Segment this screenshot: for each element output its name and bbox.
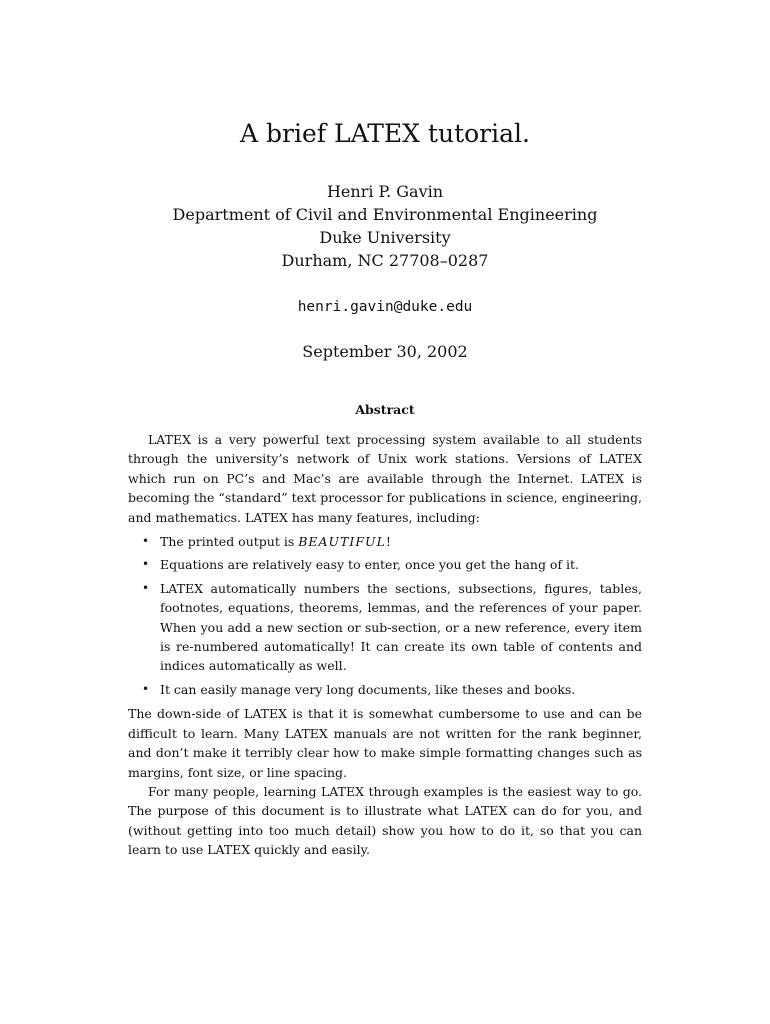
author-email: henri.gavin@duke.edu (297, 299, 473, 315)
author-block (0, 180, 770, 272)
bullet-icon: • (142, 681, 150, 696)
document-date: September 30, 2002 (302, 342, 468, 361)
list-item: • Equations are relatively easy to enter, once you get the hang of it. (128, 555, 642, 574)
abstract-intro: LATEX is a very powerful text processing system available to all students through the university’s network of Unix work stations. Versions of LATEX which run on PC’s and Mac’s are available through the Internet. LATEX is becoming the “standard” text processor for publications in science, engineering, and mathematics. LATEX has many features, including: (128, 432, 642, 525)
abstract-purpose: For many people, learning LATEX through examples is the easiest way to go. The purpose of this document is to illustrate what LATEX can do for you, and (without getting into too much detail) show you how to do it, so that you can learn to use LATEX quickly and easily. (128, 783, 642, 858)
list-item: • LATEX automatically numbers the sections, subsections, figures, tables, footnotes, equations, theorems, lemmas, and the references of your paper. When you add a new section or sub-section, or a new reference, every item is re-numbered automatically! It can create its own table of contents and indices automatically as well. (142, 580, 642, 674)
author-address: Durham, NC 27708–0287 (281, 251, 489, 270)
abstract-heading: Abstract (355, 402, 415, 417)
list-item: • The printed output is BEAUTIFUL! (128, 532, 642, 551)
abstract-body (128, 430, 642, 860)
bullet-icon: • (142, 534, 150, 549)
bullet-icon: • (142, 557, 150, 572)
document-title: A brief LATEX tutorial. (240, 119, 530, 148)
fancy-text: BEAUTIFUL (298, 534, 386, 550)
author-university: Duke University (319, 228, 451, 247)
author-department: Department of Civil and Environmental Engineering (172, 205, 598, 224)
feature-list (128, 532, 642, 699)
abstract-downside: The down-side of LATEX is that it is somewhat cumbersome to use and can be difficult to learn. Many LATEX manuals are not written for the rank beginner, and don’t make it terribly clear how to make simple formatting changes such as margins, font size, or line spacing. (128, 706, 642, 780)
author-name: Henri P. Gavin (326, 182, 444, 201)
bullet-icon: • (142, 580, 150, 595)
list-item: • It can easily manage very long documents, like theses and books. (128, 680, 642, 699)
